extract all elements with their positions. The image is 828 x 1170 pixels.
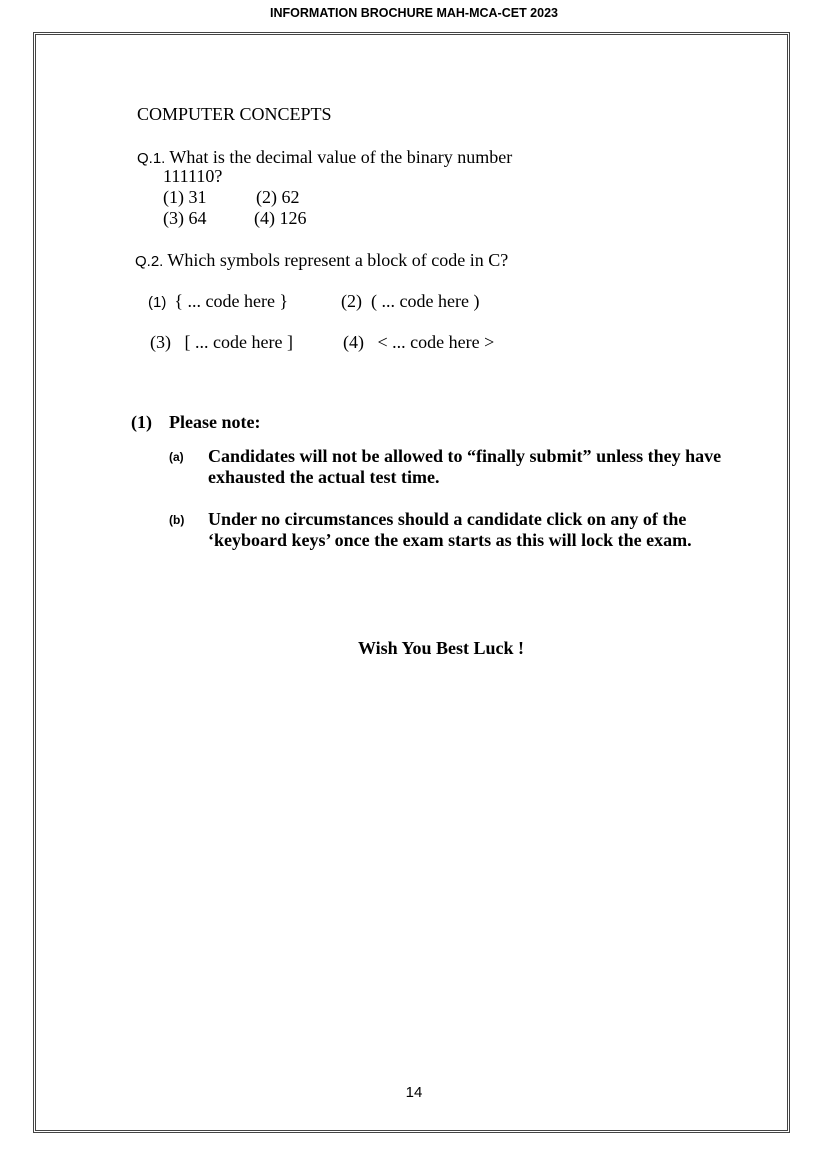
question-1-number: Q.1.: [137, 150, 166, 167]
note-item-a-label: (a): [169, 450, 184, 464]
note-item-b-text: once the exam starts as this will lock the exam.: [330, 530, 692, 550]
option-text: { ... code here }: [174, 291, 289, 311]
question-2-option-2: [341, 291, 479, 312]
note-title: Please note:: [169, 412, 261, 432]
note-item-a-line-1: [208, 446, 721, 467]
closing-message: Wish You Best Luck !: [358, 638, 525, 658]
option-text: ( ... code here ): [371, 291, 480, 311]
question-1-text-continued: 111110?: [163, 166, 223, 186]
note-item-a-emphasis: “finally submit”: [467, 446, 592, 466]
option-number: (1): [148, 294, 167, 311]
option-number: (4): [343, 332, 364, 352]
option-text: < ... code here >: [377, 332, 495, 352]
option-text: [ ... code here ]: [184, 332, 293, 352]
question-2-number: Q.2.: [135, 253, 164, 270]
page-border: [33, 32, 790, 1133]
question-1-option-4: (4) 126: [254, 208, 307, 228]
document-header: INFORMATION BROCHURE MAH-MCA-CET 2023: [270, 6, 558, 20]
question-2: [135, 250, 508, 271]
question-1: [137, 147, 512, 168]
note-item-b-emphasis: ‘keyboard keys’: [208, 530, 331, 550]
note-item-a-text-end: unless they have: [591, 446, 722, 466]
note-item-b-line-1: Under no circumstances should a candidate click on any of the: [208, 509, 687, 529]
question-2-text: Which symbols represent a block of code in C?: [167, 250, 509, 270]
question-1-option-1: (1) 31: [163, 187, 207, 207]
question-1-option-3: (3) 64: [163, 208, 207, 228]
section-title: COMPUTER CONCEPTS: [137, 104, 332, 124]
question-2-option-3: [150, 332, 293, 353]
question-2-option-1: [148, 291, 288, 312]
note-number: (1): [131, 412, 152, 432]
question-1-text: What is the decimal value of the binary number: [169, 147, 513, 167]
note-item-a-line-2: exhausted the actual test time.: [208, 467, 440, 487]
option-number: (2): [341, 291, 362, 311]
note-item-b-line-2: [208, 530, 692, 551]
question-1-option-2: (2) 62: [256, 187, 300, 207]
page-number: 14: [405, 1084, 423, 1101]
question-2-option-4: [343, 332, 494, 353]
note-item-a-text: Candidates will not be allowed to: [208, 446, 468, 466]
option-number: (3): [150, 332, 171, 352]
note-item-b-label: (b): [169, 513, 185, 527]
